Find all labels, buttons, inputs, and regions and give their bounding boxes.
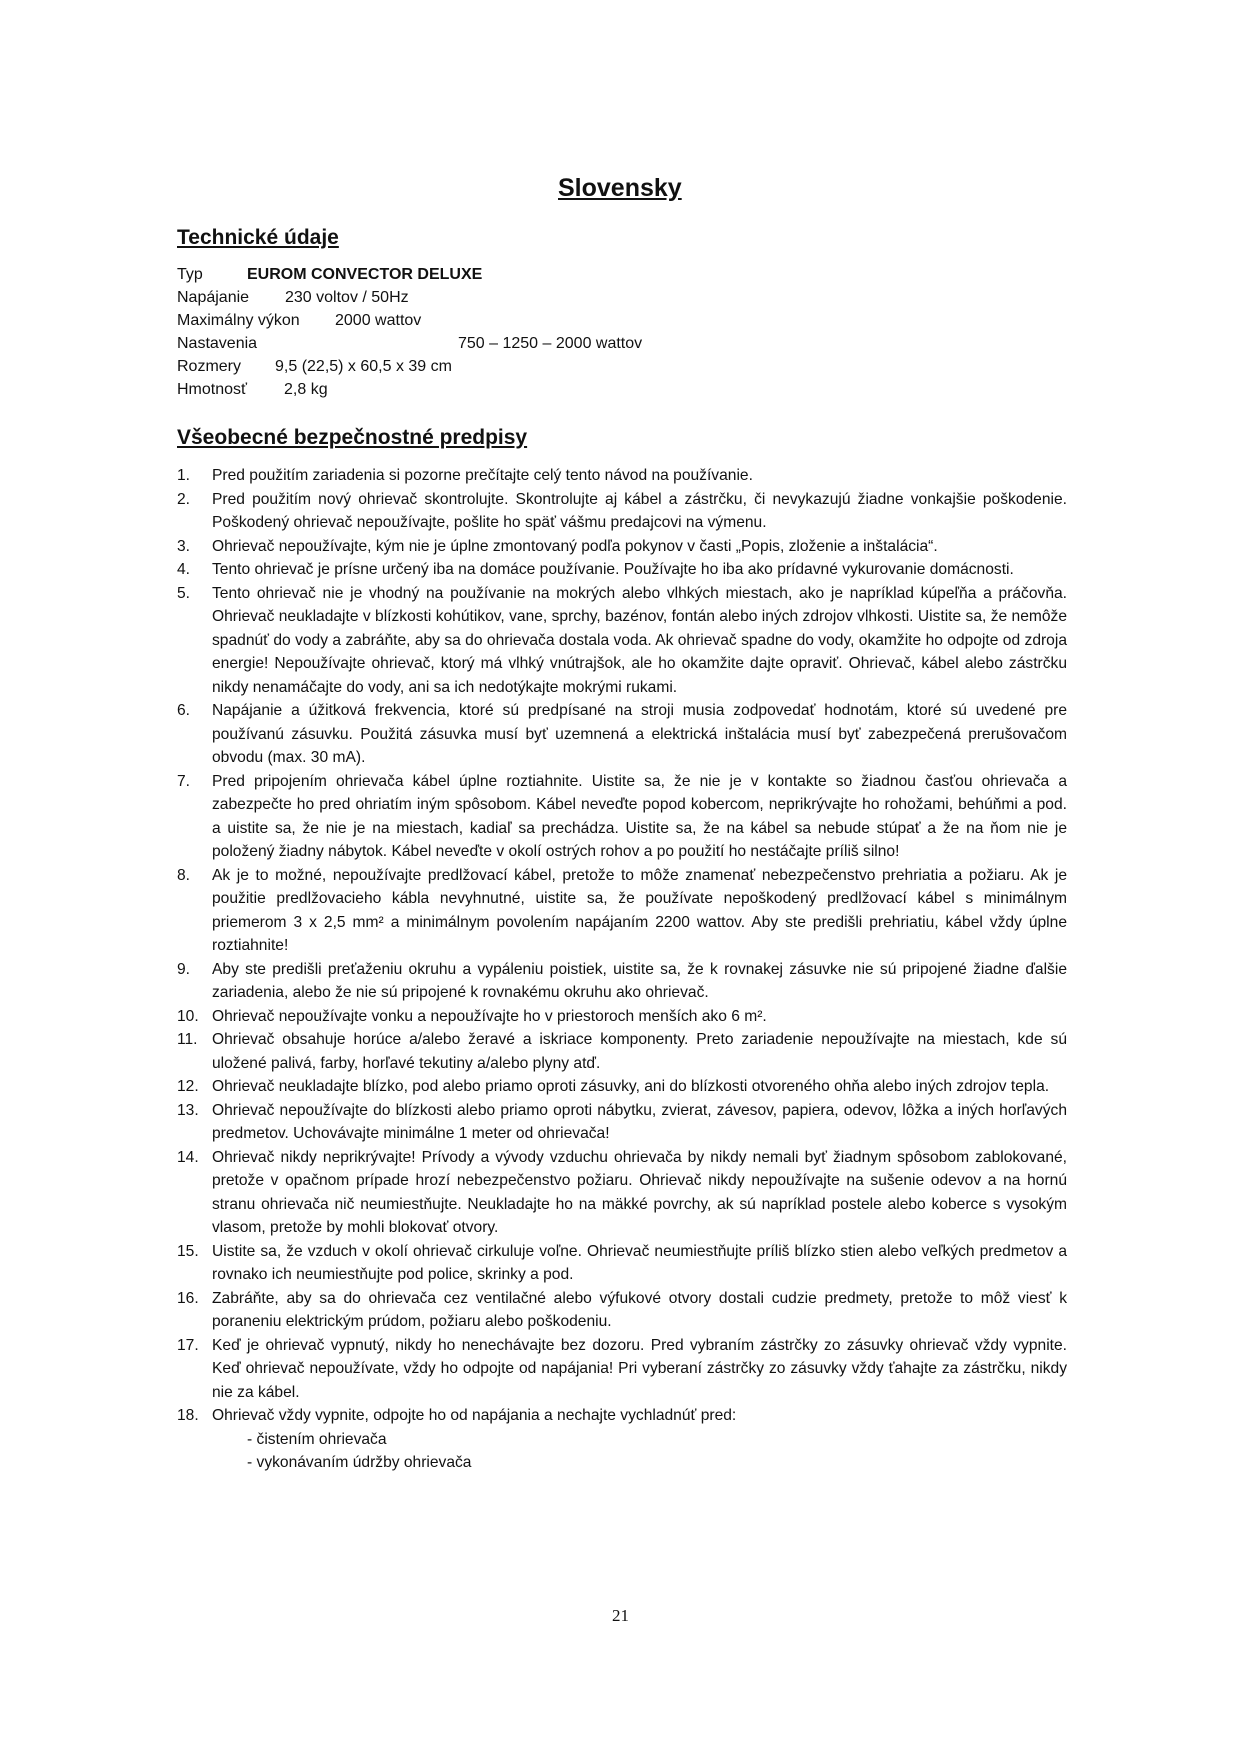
list-item bbox=[177, 864, 1067, 958]
spec-label: Nastavenia bbox=[177, 335, 258, 352]
spec-value: 230 voltov / 50Hz bbox=[285, 289, 409, 306]
item-text: Tento ohrievač je prísne určený iba na domáce používanie. Používajte ho iba ako prídavné vykurovanie domácnosti. bbox=[212, 561, 1014, 578]
list-item bbox=[177, 582, 1067, 700]
spec-value: 2,8 kg bbox=[284, 381, 328, 398]
spec-max-power bbox=[177, 310, 422, 332]
item-text: Ohrievač neukladajte blízko, pod alebo priamo oproti zásuvky, ani do blízkosti otvoreného ohňa alebo iných zdrojov tepla. bbox=[212, 1078, 1050, 1095]
list-item bbox=[177, 699, 1067, 770]
list-item bbox=[177, 1028, 1067, 1075]
list-item bbox=[177, 558, 1067, 582]
item-number: 13. bbox=[177, 1101, 199, 1119]
spec-label: Rozmery bbox=[177, 358, 242, 375]
safety-rules-heading: Všeobecné bezpečnostné predpisy bbox=[177, 426, 528, 449]
item-number: 15. bbox=[177, 1242, 199, 1260]
sub-list-item: - vykonávaním údržby ohrievača bbox=[247, 1454, 472, 1471]
list-item bbox=[177, 464, 1067, 488]
language-heading: Slovensky bbox=[558, 174, 682, 202]
sub-list bbox=[212, 1428, 1067, 1475]
item-number: 4. bbox=[177, 561, 191, 578]
spec-dimensions bbox=[177, 356, 452, 378]
item-text: Keď je ohrievač vypnutý, nikdy ho nenechávajte bez dozoru. Pred vybraním zástrčky zo zásuvky ohrievač vždy vypnite. Keď ohrievač nepoužívate, vždy ho odpojte od napájania! Pri vyberaní zástrčky zo zásuvky vždy ťahajte za zástrčku, nikdy nie za kábel. bbox=[212, 1336, 1067, 1401]
spec-value: 9,5 (22,5) x 60,5 x 39 cm bbox=[275, 358, 452, 375]
item-text: Ak je to možné, nepoužívajte predlžovací kábel, pretože to môže znamenať nebezpečenstvo prehriatia a požiaru. Ak je použitie predlžovacieho kábla nevyhnutné, uistite sa, že používate nepoškodený predlžovací kábel s minimálnym priemerom 3 x 2,5 mm² a minimálnym povolením napájaním 2200 wattov. Aby ste predišli prehriatiu, kábel vždy úplne roztiahnite! bbox=[212, 866, 1067, 954]
item-number: 14. bbox=[177, 1148, 199, 1166]
item-number: 12. bbox=[177, 1078, 199, 1095]
spec-value: EUROM CONVECTOR DELUXE bbox=[247, 266, 483, 283]
item-text: Pred pripojením ohrievača kábel úplne roztiahnite. Uistite sa, že nie je v kontakte so žiadnou časťou ohrievača a zabezpečte ho pred ohriatím iným spôsobom. Kábel neveďte popod kobercom, neprikrývajte ho rohožami, behúňmi a pod. a uistite sa, že nie je na miestach, kadiaľ sa prechádza. Uistite sa, že na kábel sa nebude stúpať a že na ňom nie je položený žiadny nábytok. Kábel neveďte v okolí ostrých rohov a po použití ho nestáčajte príliš silno! bbox=[212, 772, 1067, 860]
item-text: Ohrievač obsahuje horúce a/alebo žeravé a iskriace komponenty. Preto zariadenie nepoužívajte na miestach, kde sú uložené palivá, farby, horľavé tekutiny a/alebo plyny atď. bbox=[212, 1031, 1067, 1072]
item-number: 17. bbox=[177, 1336, 199, 1354]
list-item bbox=[177, 535, 1067, 559]
list-item bbox=[177, 1146, 1067, 1240]
list-item bbox=[177, 1099, 1067, 1146]
item-number: 9. bbox=[177, 960, 191, 978]
list-item bbox=[177, 1075, 1067, 1099]
sub-list-item: - čistením ohrievača bbox=[247, 1430, 387, 1448]
item-number: 7. bbox=[177, 772, 191, 790]
item-text: Zabráňte, aby sa do ohrievača cez ventilačné alebo výfukové otvory dostali cudzie predmety, pretože to môž viesť k poraneniu elektrickým prúdom, požiaru alebo poškodeniu. bbox=[212, 1289, 1067, 1330]
item-number: 2. bbox=[177, 490, 191, 508]
spec-label: Typ bbox=[177, 266, 203, 283]
item-number: 3. bbox=[177, 537, 191, 555]
technical-data-heading: Technické údaje bbox=[177, 226, 339, 249]
spec-settings bbox=[177, 333, 643, 355]
page-number: 21 bbox=[612, 1606, 629, 1625]
item-number: 8. bbox=[177, 866, 191, 884]
list-item bbox=[177, 1334, 1067, 1405]
list-item bbox=[177, 770, 1067, 864]
spec-type bbox=[177, 264, 483, 286]
item-text: Aby ste predišli preťaženiu okruhu a vypáleniu poistiek, uistite sa, že k rovnakej zásuvke nie sú pripojené žiadne ďalšie zariadenia, alebo že nie sú pripojené k rovnakému okruhu ako ohrievač. bbox=[212, 960, 1067, 1001]
item-text: Ohrievač nepoužívajte vonku a nepoužívajte ho v priestoroch menších ako 6 m². bbox=[212, 1007, 767, 1025]
list-item bbox=[177, 488, 1067, 535]
spec-value: 2000 wattov bbox=[335, 312, 422, 329]
spec-value: 750 – 1250 – 2000 wattov bbox=[458, 335, 643, 352]
item-text: Ohrievač nikdy neprikrývajte! Prívody a vývody vzduchu ohrievača by nikdy nemali byť žiadnym spôsobom zablokované, pretože v opačnom prípade hrozí nebezpečenstvo požiaru. Ohrievač nikdy nepoužívajte na sušenie odevov a na hornú stranu ohrievača nič neumiestňujte. Neukladajte ho na mäkké povrchy, ak sú napríklad postele alebo koberce s vysokým vlasom, pretože by mohli blokovať otvory. bbox=[212, 1148, 1067, 1236]
item-text: Pred použitím zariadenia si pozorne prečítajte celý tento návod na používanie. bbox=[212, 467, 753, 484]
item-number: 1. bbox=[177, 467, 191, 484]
item-number: 6. bbox=[177, 702, 191, 719]
item-number: 5. bbox=[177, 584, 191, 602]
spec-weight bbox=[177, 379, 328, 401]
item-text: Napájanie a úžitková frekvencia, ktoré sú predpísané na stroji musia zodpovedať hodnotám, ktoré sú uvedené pre používanú zásuvku. Použitá zásuvka musí byť uzemnená a elektrická inštalácia musí byť zabezpečená prerušovačom obvodu (max. 30 mA). bbox=[212, 702, 1067, 766]
spec-power-supply bbox=[177, 287, 409, 309]
list-item bbox=[177, 1287, 1067, 1334]
safety-rules-list bbox=[177, 464, 1067, 1475]
spec-label: Hmotnosť bbox=[177, 381, 248, 398]
item-number: 11. bbox=[177, 1031, 198, 1048]
list-item bbox=[177, 1404, 1067, 1475]
item-number: 10. bbox=[177, 1007, 199, 1025]
item-number: 16. bbox=[177, 1289, 199, 1307]
item-text: Uistite sa, že vzduch v okolí ohrievač cirkuluje voľne. Ohrievač neumiestňujte príliš blízko stien alebo veľkých predmetov a rovnako ich neumiestňujte pod police, skrinky a pod. bbox=[212, 1242, 1067, 1283]
item-text: Ohrievač nepoužívajte do blízkosti alebo priamo oproti nábytku, zvierat, závesov, papiera, odevov, lôžka a iných horľavých predmetov. Uchovávajte minimálne 1 meter od ohrievača! bbox=[212, 1101, 1067, 1142]
item-number: 18. bbox=[177, 1407, 199, 1424]
list-item bbox=[177, 958, 1067, 1005]
list-item bbox=[177, 1240, 1067, 1287]
item-text: Tento ohrievač nie je vhodný na používanie na mokrých alebo vlhkých miestach, ako je napríklad kúpeľňa a práčovňa. Ohrievač neukladajte v blízkosti kohútikov, vane, sprchy, bazénov, fontán alebo iných zdrojov vlhkosti. Uistite sa, že nemôže spadnúť do vody a zabráňte, aby sa do ohrievača dostala voda. Ak ohrievač spadne do vody, okamžite ho odpojte od zdroja energie! Nepoužívajte ohrievač, ktorý má vlhký vnútrajšok, ale ho okamžite dajte opraviť. Ohrievač, kábel alebo zástrčku nikdy nenamáčajte do vody, ani sa ich nedotýkajte mokrými rukami. bbox=[212, 584, 1067, 696]
spec-label: Napájanie bbox=[177, 289, 250, 306]
item-text: Pred použitím nový ohrievač skontrolujte. Skontrolujte aj kábel a zástrčku, či nevykazujú žiadne vonkajšie poškodenie. Poškodený ohrievač nepoužívajte, pošlite ho späť vášmu predajcovi na výmenu. bbox=[212, 490, 1067, 531]
item-text: Ohrievač nepoužívajte, kým nie je úplne zmontovaný podľa pokynov v časti „Popis, zloženie a inštalácia“. bbox=[212, 537, 938, 555]
item-text: Ohrievač vždy vypnite, odpojte ho od napájania a nechajte vychladnúť pred: bbox=[212, 1407, 737, 1424]
spec-label: Maximálny výkon bbox=[177, 312, 300, 329]
list-item bbox=[177, 1005, 1067, 1029]
